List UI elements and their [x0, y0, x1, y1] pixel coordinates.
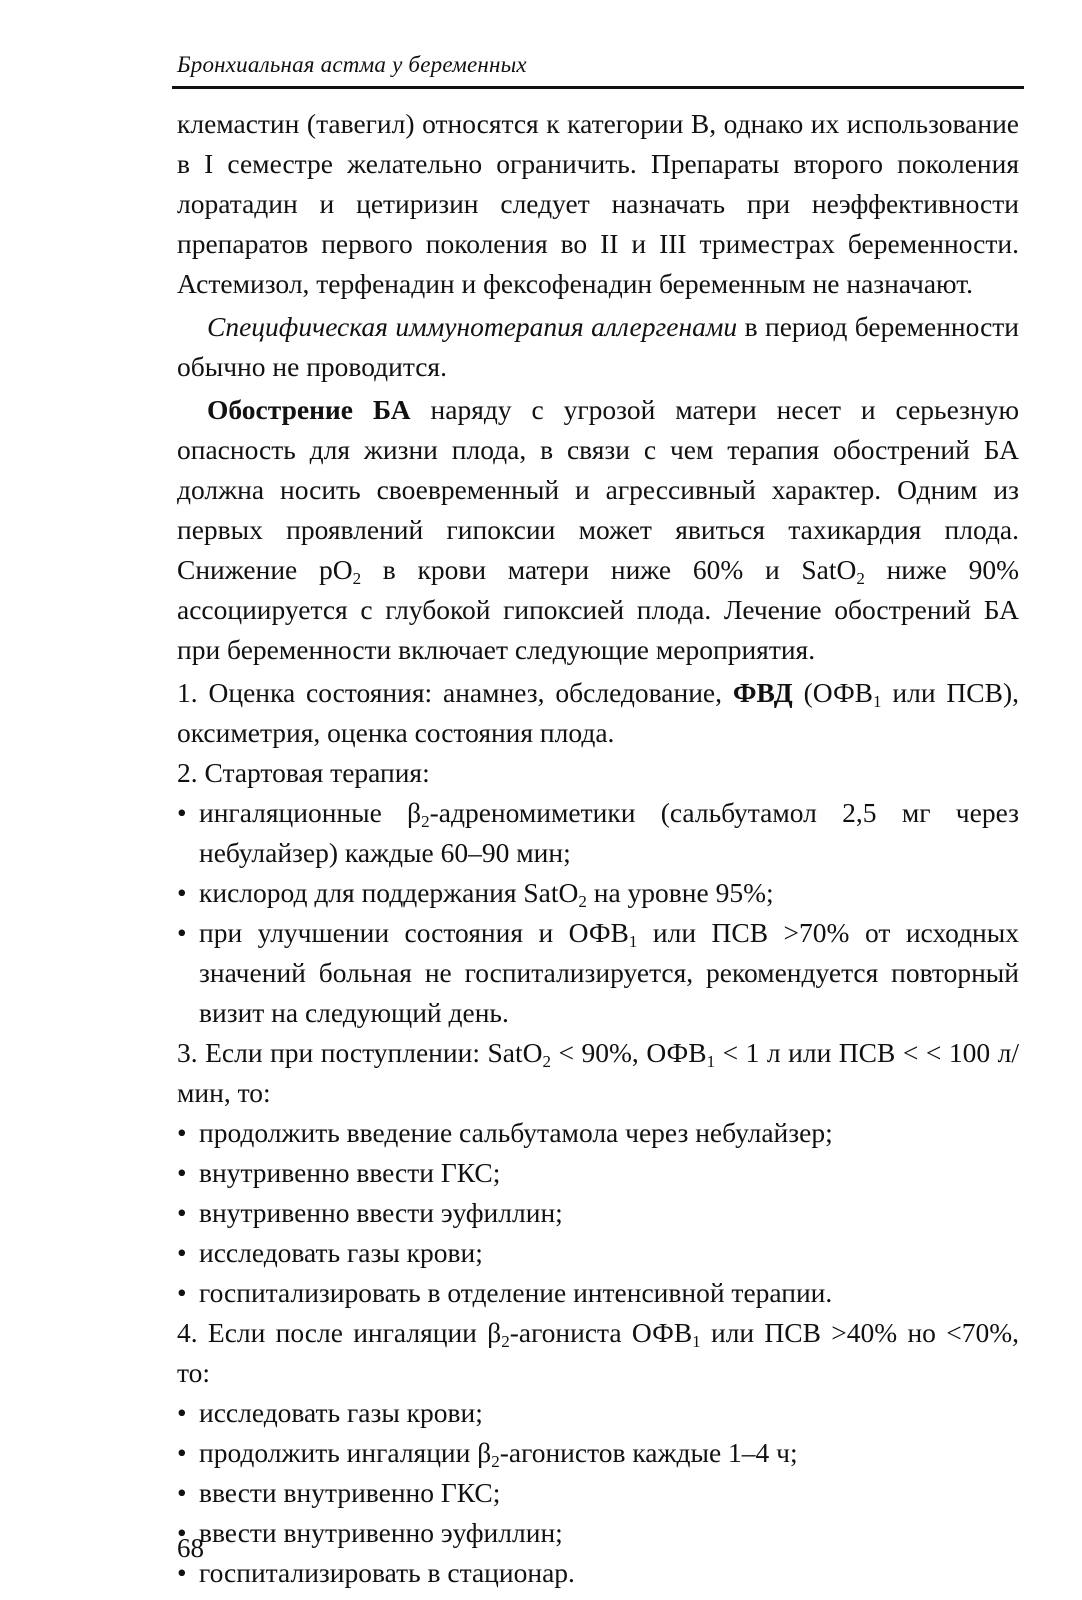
step-1-assessment: 1. Оценка состояния: анамнез, обследование, ФВД ($ОФВ_1$ или ПСВ), оксиметрия, оценка состояния плода.: [177, 677, 1020, 748]
list-item: • продолжить ингаляции $\beta_2$-агонистов каждые 1–4 ч;: [177, 1433, 1019, 1473]
paragraph-antihistamines: клемастин (тавегил) относятся к категории В, однако их использование в I семестре желательно ограничить. Препараты второго поколения лоратадин и цетиризин следует назначать при неэффективности препаратов первого поколения во II и III триместрах беременности. Астемизол, терфенадин и фексофенадин беременным не назначают.: [177, 108, 1019, 299]
term-fvd: ФВД: [732, 677, 793, 708]
list-item: • исследовать газы крови;: [177, 1233, 1019, 1273]
step-2-list: [177, 793, 1019, 1033]
header-rule: [172, 86, 1024, 89]
step-4-heading: 4. Если после ингаляции $\beta_2$-агониста $ОФВ_1$ или ПСВ >40% но <70%, то:: [177, 1317, 1020, 1388]
term-exacerbation: Обострение БА: [207, 394, 411, 425]
paragraph-exacerbation: Обострение БА наряду с угрозой матери несет и серьезную опасность для жизни плода, в связи с чем терапия обострений БА должна носить своевременный и агрессивный характер. Одним из первых проявлений гипоксии может явиться тахикардия плода. Снижение $pO_2$ в крови матери ниже 60% и SatO$_2$ ниже 90% ассоциируется с глубокой гипоксией плода. Лечение обострений БА при беременности включает следующие мероприятия.: [177, 394, 1019, 665]
list-item: • при улучшении состояния и $ОФВ_1$ или ПСВ >70% от исходных значений больная не госпитализируется, рекомендуется повторный визит на следующий день.: [177, 913, 1019, 1033]
step-3-list: [177, 1113, 1019, 1313]
step-4-list: [177, 1393, 1019, 1593]
page-number: 68: [177, 1533, 204, 1563]
list-item: • кислород для поддержания SatO$_2$ на уровне 95%;: [177, 873, 1019, 913]
list-item: • продолжить введение сальбутамола через небулайзер;: [177, 1113, 1019, 1153]
list-item: • исследовать газы крови;: [177, 1393, 1019, 1433]
list-item: • ингаляционные $\beta_2$-адреномиметики (сальбутамол 2,5 мг через небулайзер) каждые 60–90 мин;: [177, 793, 1019, 873]
body-text: [177, 104, 1019, 1593]
list-item: • госпитализировать в отделение интенсивной терапии.: [177, 1273, 1019, 1313]
step-3-heading: 3. Если при поступлении: SatO$_2$ < 90%, $ОФВ_1 < 1$ л или ПСВ < < 100 л/мин, то:: [177, 1037, 1019, 1108]
list-item: • ввести внутривенно эуфиллин;: [177, 1513, 1019, 1553]
list-item: • внутривенно ввести ГКС;: [177, 1153, 1019, 1193]
list-item: • ввести внутривенно ГКС;: [177, 1473, 1019, 1513]
list-item: • госпитализировать в стационар.: [177, 1553, 1019, 1593]
step-2-heading: 2. Стартовая терапия:: [177, 757, 430, 788]
paragraph-immunotherapy: Специфическая иммунотерапия аллергенами в период беременности обычно не проводится.: [177, 311, 1020, 382]
running-title: Бронхиальная астма у беременных: [177, 52, 527, 77]
term-immunotherapy: Специфическая иммунотерапия аллергенами: [207, 311, 738, 342]
list-item: • внутривенно ввести эуфиллин;: [177, 1193, 1019, 1233]
